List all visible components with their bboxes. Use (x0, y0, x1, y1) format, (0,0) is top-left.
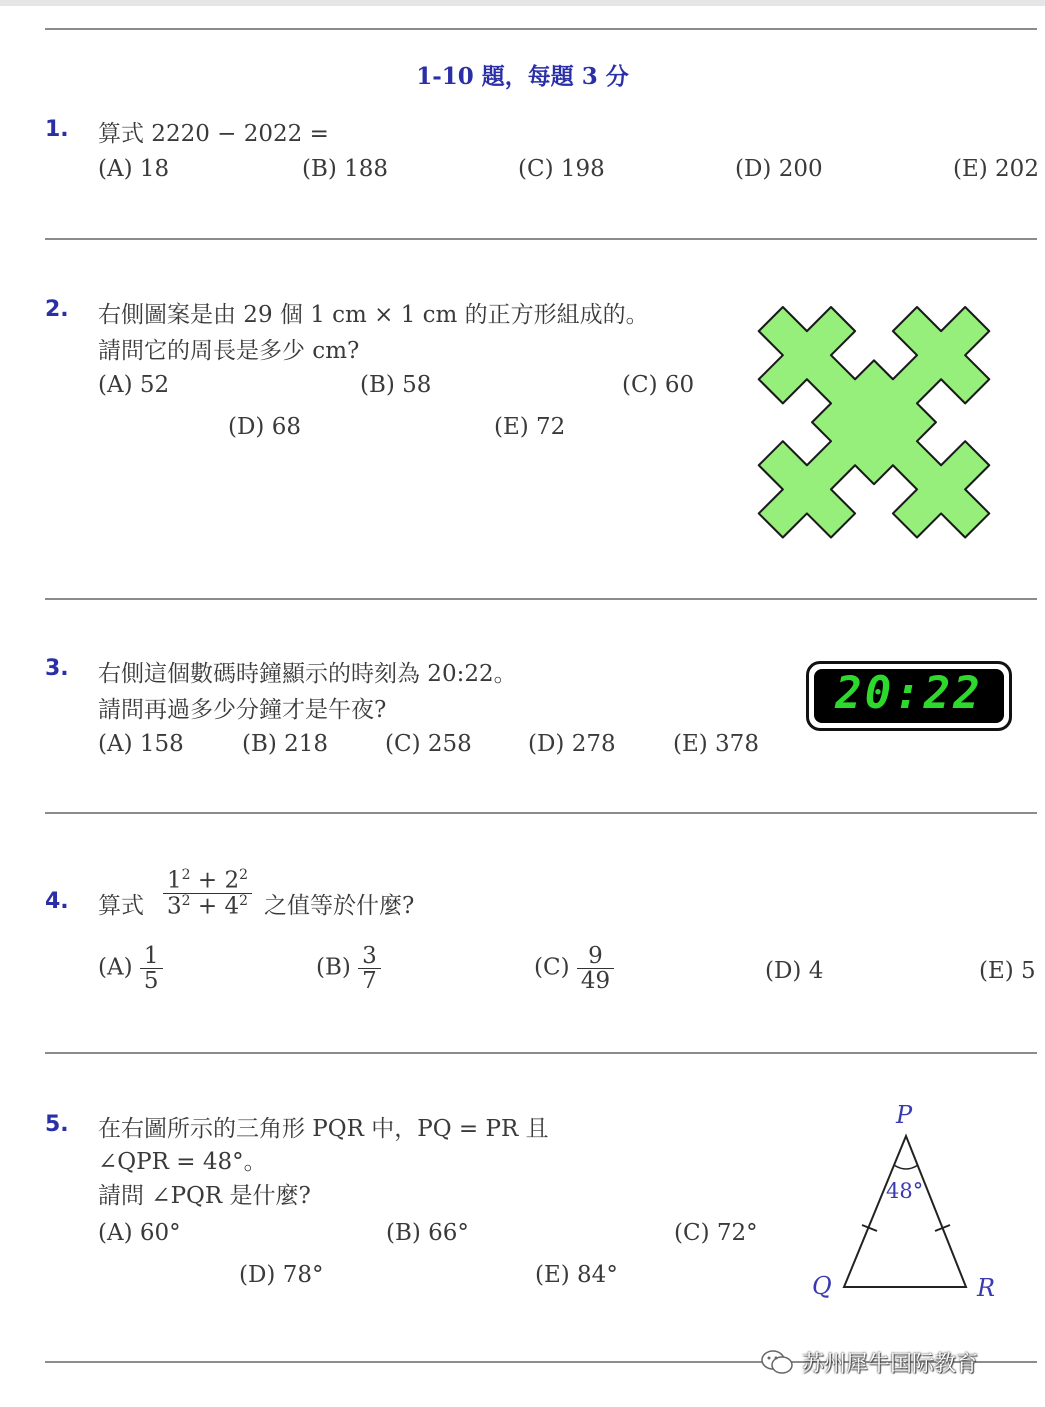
cross-figure (745, 295, 1003, 553)
triangle-pqr (844, 1136, 966, 1287)
wechat-icon (760, 1348, 794, 1376)
question-2-number: 2. (45, 297, 69, 322)
watermark-text: 苏州犀牛国际教育 (802, 1352, 979, 1377)
question-5-line-3: 請問 ∠PQR 是什麼? (98, 1183, 311, 1209)
clock-display: 20:22 (814, 669, 1004, 723)
q4-option-b-fraction: $\frac{3}{7}$ (358, 944, 381, 993)
q5-option-b[interactable]: (B) 66° (386, 1220, 469, 1246)
q5-option-d[interactable]: (D) 78° (239, 1262, 324, 1288)
q4-option-a-fraction: $\frac{1}{5}$ (140, 944, 163, 993)
q1-option-a[interactable]: (A) 18 (98, 156, 170, 182)
question-5-number: 5. (45, 1112, 69, 1137)
q2-option-b[interactable]: (B) 58 (360, 372, 432, 398)
q1-option-d[interactable]: (D) 200 (735, 156, 823, 182)
q4-option-c-fraction: $\frac{9}{49}$ (577, 944, 614, 993)
question-5-line-2: ∠QPR = 48°。 (98, 1149, 267, 1175)
q4-option-d[interactable]: (D) 4 (765, 958, 824, 984)
vertex-q-label: Q (812, 1272, 832, 1300)
angle-label: 48° (886, 1179, 924, 1203)
q3-option-a[interactable]: (A) 158 (98, 731, 184, 757)
question-3-number: 3. (45, 656, 69, 681)
q3-option-d[interactable]: (D) 278 (528, 731, 616, 757)
q3-option-b[interactable]: (B) 218 (242, 731, 329, 757)
divider (45, 238, 1037, 240)
question-4-prefix: 算式 (98, 893, 144, 919)
question-3-line-1: 右側這個數碼時鐘顯示的時刻為 20:22。 (98, 661, 517, 687)
divider (45, 598, 1037, 600)
q5-option-a[interactable]: (A) 60° (98, 1220, 181, 1246)
question-2-line-2: 請問它的周長是多少 cm? (98, 338, 360, 364)
q5-option-e[interactable]: (E) 84° (535, 1262, 618, 1288)
q4-option-a[interactable] (98, 944, 163, 993)
q2-option-e[interactable]: (E) 72 (494, 414, 566, 440)
digital-clock (806, 661, 1012, 731)
question-3-line-2: 請問再過多少分鐘才是午夜? (98, 697, 387, 723)
q3-option-c[interactable]: (C) 258 (385, 731, 472, 757)
triangle-figure (800, 1098, 1015, 1308)
q4-option-c[interactable] (534, 944, 614, 993)
cross-figure-shape (759, 307, 989, 537)
q1-option-c[interactable]: (C) 198 (518, 156, 605, 182)
q4-option-a-label: (A) (98, 954, 133, 981)
question-2-line-1: 右側圖案是由 29 個 1 cm × 1 cm 的正方形組成的。 (98, 302, 649, 328)
q3-option-e[interactable]: (E) 378 (673, 731, 759, 757)
q4-option-c-label: (C) (534, 954, 570, 981)
question-5-line-1: 在右圖所示的三角形 PQR 中，PQ = PR 且 (98, 1116, 549, 1142)
q2-option-c[interactable]: (C) 60 (622, 372, 695, 398)
section-header: 1-10 題，每題 3 分 (416, 63, 629, 90)
vertex-p-label: P (896, 1101, 913, 1129)
q4-option-b-label: (B) (316, 954, 351, 981)
divider (45, 1052, 1037, 1054)
q2-option-a[interactable]: (A) 52 (98, 372, 170, 398)
divider (45, 812, 1037, 814)
question-4-number: 4. (45, 889, 69, 914)
vertex-r-label: R (977, 1274, 996, 1302)
question-1-number: 1. (45, 117, 69, 142)
q1-option-e[interactable]: (E) 202 (953, 156, 1039, 182)
main-fraction: $\frac{1^2 + 2^2}{3^2 + 4^2}$ (163, 868, 252, 919)
question-4-suffix: 之值等於什麼? (264, 893, 415, 919)
q2-option-d[interactable]: (D) 68 (228, 414, 301, 440)
divider (45, 28, 1037, 30)
question-4-expression (163, 868, 252, 919)
angle-arc (894, 1165, 918, 1169)
q4-option-b[interactable] (316, 944, 381, 993)
top-bar (0, 0, 1045, 6)
q4-option-e[interactable]: (E) 5 (979, 958, 1036, 984)
question-1-text: 算式 2220 − 2022 = (98, 121, 329, 147)
q5-option-c[interactable]: (C) 72° (674, 1220, 758, 1246)
q1-option-b[interactable]: (B) 188 (302, 156, 389, 182)
